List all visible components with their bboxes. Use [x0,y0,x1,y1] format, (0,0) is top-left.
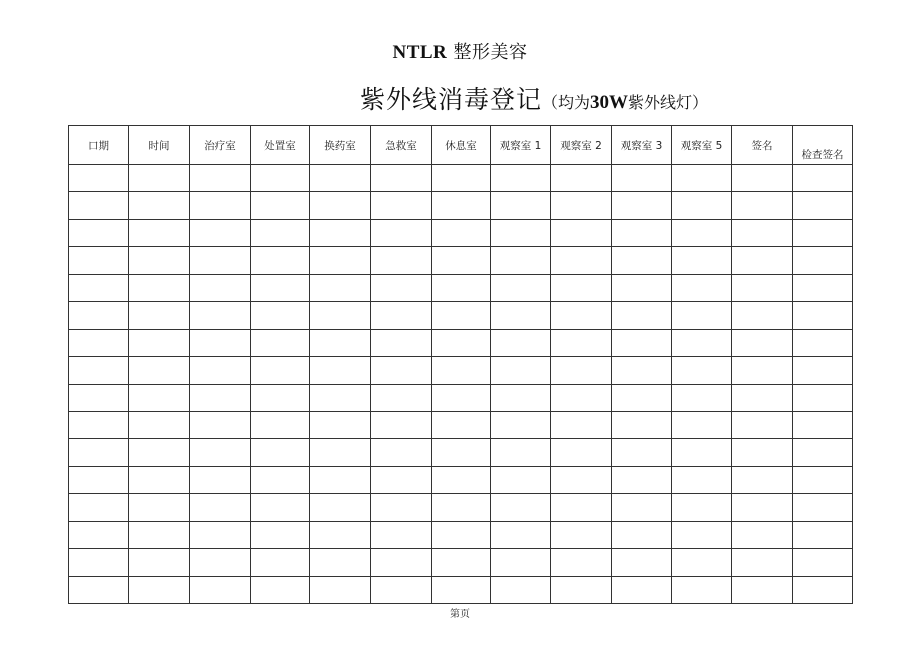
table-cell[interactable] [69,329,129,356]
column-header-signature: 签名 [732,126,793,165]
table-row [69,384,853,411]
table-cell[interactable] [612,411,672,438]
table-cell[interactable] [672,494,732,521]
table-cell[interactable] [371,549,432,576]
table-cell[interactable] [672,549,732,576]
table-cell[interactable] [491,494,551,521]
table-cell[interactable] [371,329,432,356]
table-cell[interactable] [491,247,551,274]
table-cell[interactable] [732,494,793,521]
table-cell[interactable] [793,466,853,493]
table-cell[interactable] [69,521,129,548]
table-cell[interactable] [793,494,853,521]
table-cell[interactable] [491,302,551,329]
table-cell[interactable] [491,411,551,438]
table-cell[interactable] [190,192,251,219]
table-cell[interactable] [732,576,793,603]
table-cell[interactable] [251,521,310,548]
table-cell[interactable] [371,411,432,438]
table-cell[interactable] [251,247,310,274]
table-cell[interactable] [732,357,793,384]
table-cell[interactable] [190,357,251,384]
table-cell[interactable] [551,411,612,438]
table-cell[interactable] [371,521,432,548]
table-cell[interactable] [69,219,129,246]
table-cell[interactable] [432,165,491,192]
table-row [69,274,853,301]
table-cell[interactable] [672,521,732,548]
table-cell[interactable] [612,329,672,356]
table-cell[interactable] [432,439,491,466]
organization-title [0,38,920,64]
table-cell[interactable] [432,247,491,274]
page-footer: 第页 [450,609,470,620]
table-cell[interactable] [793,576,853,603]
table-cell[interactable] [672,192,732,219]
disinfection-log-table [68,125,853,604]
table-cell[interactable] [310,411,371,438]
table-cell[interactable] [432,576,491,603]
document-title-main: 紫外线消毒登记 [360,85,543,114]
table-cell[interactable] [612,247,672,274]
table-cell[interactable] [371,192,432,219]
table-cell[interactable] [551,521,612,548]
brand-name: NTLR [392,42,448,63]
table-cell[interactable] [612,357,672,384]
table-cell[interactable] [129,302,190,329]
table-cell[interactable] [793,549,853,576]
table-cell[interactable] [672,357,732,384]
table-cell[interactable] [190,549,251,576]
table-cell[interactable] [371,384,432,411]
table-cell[interactable] [612,219,672,246]
table-cell[interactable] [251,494,310,521]
table-row [69,302,853,329]
table-cell[interactable] [551,549,612,576]
table-cell[interactable] [371,302,432,329]
table-cell[interactable] [251,302,310,329]
table-row [69,357,853,384]
table-cell[interactable] [491,165,551,192]
table-row [69,494,853,521]
table-cell[interactable] [251,165,310,192]
subtitle-close: 紫外线灯） [628,93,709,112]
column-header-time: 时间 [129,126,190,165]
table-cell[interactable] [672,302,732,329]
column-header-disposal-room: 处置室 [251,126,310,165]
table-cell[interactable] [551,494,612,521]
table-row [69,466,853,493]
table-cell[interactable] [732,549,793,576]
column-header-date: 口期 [69,126,129,165]
table-cell[interactable] [672,274,732,301]
table-cell[interactable] [129,576,190,603]
table-cell[interactable] [612,274,672,301]
table-cell[interactable] [732,219,793,246]
table-cell[interactable] [69,165,129,192]
table-cell[interactable] [551,165,612,192]
table-cell[interactable] [251,329,310,356]
table-cell[interactable] [432,494,491,521]
column-header-dressing-room: 换药室 [310,126,371,165]
table-cell[interactable] [672,219,732,246]
table-cell[interactable] [732,274,793,301]
table-cell[interactable] [190,411,251,438]
column-header-observation-room-2: 观察室 2 [551,126,612,165]
table-cell[interactable] [129,274,190,301]
table-cell[interactable] [432,357,491,384]
table-cell[interactable] [672,247,732,274]
table-cell[interactable] [612,549,672,576]
table-cell[interactable] [251,466,310,493]
table-cell[interactable] [69,384,129,411]
table-cell[interactable] [793,247,853,274]
table-cell[interactable] [310,357,371,384]
table-cell[interactable] [551,357,612,384]
table-cell[interactable] [310,329,371,356]
table-cell[interactable] [612,521,672,548]
table-cell[interactable] [793,411,853,438]
table-cell[interactable] [732,411,793,438]
table-cell[interactable] [732,192,793,219]
table-cell[interactable] [371,494,432,521]
table-cell[interactable] [310,576,371,603]
table-cell[interactable] [551,329,612,356]
table-cell[interactable] [129,192,190,219]
table-row [69,576,853,603]
table-cell[interactable] [69,411,129,438]
column-header-emergency-room: 急救室 [371,126,432,165]
table-row [69,329,853,356]
table-cell[interactable] [251,384,310,411]
table-cell[interactable] [190,466,251,493]
table-cell[interactable] [793,192,853,219]
table-cell[interactable] [190,302,251,329]
table-cell[interactable] [432,219,491,246]
table-cell[interactable] [551,576,612,603]
table-cell[interactable] [432,302,491,329]
table-cell[interactable] [551,384,612,411]
table-cell[interactable] [129,247,190,274]
table-cell[interactable] [672,576,732,603]
table-cell[interactable] [129,329,190,356]
table-cell[interactable] [310,384,371,411]
table-cell[interactable] [310,192,371,219]
table-header-row [69,126,853,165]
table-cell[interactable] [371,247,432,274]
table-cell[interactable] [371,357,432,384]
table-cell[interactable] [190,494,251,521]
table-cell[interactable] [69,302,129,329]
table-cell[interactable] [732,165,793,192]
table-cell[interactable] [310,521,371,548]
table-cell[interactable] [672,466,732,493]
table-cell[interactable] [612,494,672,521]
table-cell[interactable] [190,329,251,356]
table-cell[interactable] [491,576,551,603]
table-cell[interactable] [551,219,612,246]
table-cell[interactable] [793,329,853,356]
table-cell[interactable] [310,219,371,246]
table-cell[interactable] [793,302,853,329]
table-cell[interactable] [371,466,432,493]
table-cell[interactable] [432,384,491,411]
table-cell[interactable] [310,549,371,576]
table-cell[interactable] [432,274,491,301]
table-cell[interactable] [310,466,371,493]
table-cell[interactable] [551,302,612,329]
table-row [69,219,853,246]
table-cell[interactable] [732,521,793,548]
table-row [69,549,853,576]
table-cell[interactable] [310,439,371,466]
table-cell[interactable] [793,357,853,384]
table-cell[interactable] [251,274,310,301]
table-cell[interactable] [251,411,310,438]
table-cell[interactable] [491,521,551,548]
table-cell[interactable] [612,192,672,219]
table-cell[interactable] [732,466,793,493]
table-cell[interactable] [551,439,612,466]
table-cell[interactable] [129,384,190,411]
table-cell[interactable] [129,521,190,548]
table-cell[interactable] [69,494,129,521]
table-cell[interactable] [491,549,551,576]
table-cell[interactable] [69,274,129,301]
table-cell[interactable] [793,219,853,246]
table-cell[interactable] [190,576,251,603]
table-row [69,247,853,274]
table-cell[interactable] [129,165,190,192]
table-cell[interactable] [190,274,251,301]
table-cell[interactable] [310,165,371,192]
table-cell[interactable] [432,329,491,356]
table-row [69,411,853,438]
table-cell[interactable] [69,357,129,384]
table-cell[interactable] [190,247,251,274]
document-title-sub [542,93,708,112]
table-cell[interactable] [732,247,793,274]
table-cell[interactable] [371,576,432,603]
table-cell[interactable] [129,549,190,576]
column-header-inspection-signature: 检查签名 [793,126,853,165]
table-cell[interactable] [371,439,432,466]
column-header-observation-room-1: 观察室 1 [491,126,551,165]
table-cell[interactable] [612,165,672,192]
table-cell[interactable] [190,219,251,246]
table-cell[interactable] [371,165,432,192]
lamp-wattage: 30W [590,92,629,113]
table-cell[interactable] [371,274,432,301]
table-cell[interactable] [732,439,793,466]
table-cell[interactable] [251,439,310,466]
table-cell[interactable] [432,411,491,438]
table-cell[interactable] [491,329,551,356]
table-cell[interactable] [432,192,491,219]
table-cell[interactable] [129,494,190,521]
table-cell[interactable] [793,165,853,192]
table-cell[interactable] [310,247,371,274]
table-cell[interactable] [129,219,190,246]
table-cell[interactable] [551,274,612,301]
table-cell[interactable] [69,439,129,466]
table-cell[interactable] [310,302,371,329]
table-cell[interactable] [612,439,672,466]
table-cell[interactable] [190,165,251,192]
table-cell[interactable] [551,192,612,219]
table-cell[interactable] [732,302,793,329]
table-cell[interactable] [612,384,672,411]
table-row [69,192,853,219]
table-cell[interactable] [251,576,310,603]
table-cell[interactable] [129,466,190,493]
table-cell[interactable] [612,466,672,493]
table-cell[interactable] [491,384,551,411]
organization-name: 整形美容 [453,42,528,63]
table-cell[interactable] [69,576,129,603]
table-cell[interactable] [793,384,853,411]
table-cell[interactable] [732,384,793,411]
table-cell[interactable] [69,549,129,576]
table-cell[interactable] [190,521,251,548]
table-cell[interactable] [432,466,491,493]
table-cell[interactable] [432,521,491,548]
table-cell[interactable] [551,247,612,274]
table-cell[interactable] [190,384,251,411]
table-cell[interactable] [69,247,129,274]
table-cell[interactable] [251,219,310,246]
table-cell[interactable] [793,274,853,301]
table-cell[interactable] [129,411,190,438]
table-cell[interactable] [251,549,310,576]
table-cell[interactable] [793,521,853,548]
table-cell[interactable] [129,357,190,384]
table-cell[interactable] [129,439,190,466]
table-cell[interactable] [672,165,732,192]
table-cell[interactable] [491,466,551,493]
table-cell[interactable] [371,219,432,246]
table-cell[interactable] [491,192,551,219]
table-cell[interactable] [672,439,732,466]
table-cell[interactable] [190,439,251,466]
table-cell[interactable] [491,274,551,301]
table-cell[interactable] [69,192,129,219]
column-header-observation-room-5: 观察室 5 [672,126,732,165]
document-title [360,80,708,116]
table-cell[interactable] [612,302,672,329]
table-cell[interactable] [551,466,612,493]
column-header-observation-room-3: 观察室 3 [612,126,672,165]
table-cell[interactable] [491,219,551,246]
table-cell[interactable] [251,192,310,219]
subtitle-open: （均为 [542,93,591,112]
table-body [69,165,853,604]
table-cell[interactable] [310,274,371,301]
table-cell[interactable] [251,357,310,384]
table-cell[interactable] [69,466,129,493]
table-row [69,521,853,548]
table-cell[interactable] [793,439,853,466]
table-row [69,165,853,192]
table-cell[interactable] [612,576,672,603]
table-cell[interactable] [491,439,551,466]
table-cell[interactable] [310,494,371,521]
table-row [69,439,853,466]
table-cell[interactable] [491,357,551,384]
table-cell[interactable] [672,411,732,438]
table-cell[interactable] [672,384,732,411]
column-header-rest-room: 休息室 [432,126,491,165]
table-cell[interactable] [732,329,793,356]
column-header-treatment-room: 治疗室 [190,126,251,165]
table-cell[interactable] [432,549,491,576]
table-cell[interactable] [672,329,732,356]
